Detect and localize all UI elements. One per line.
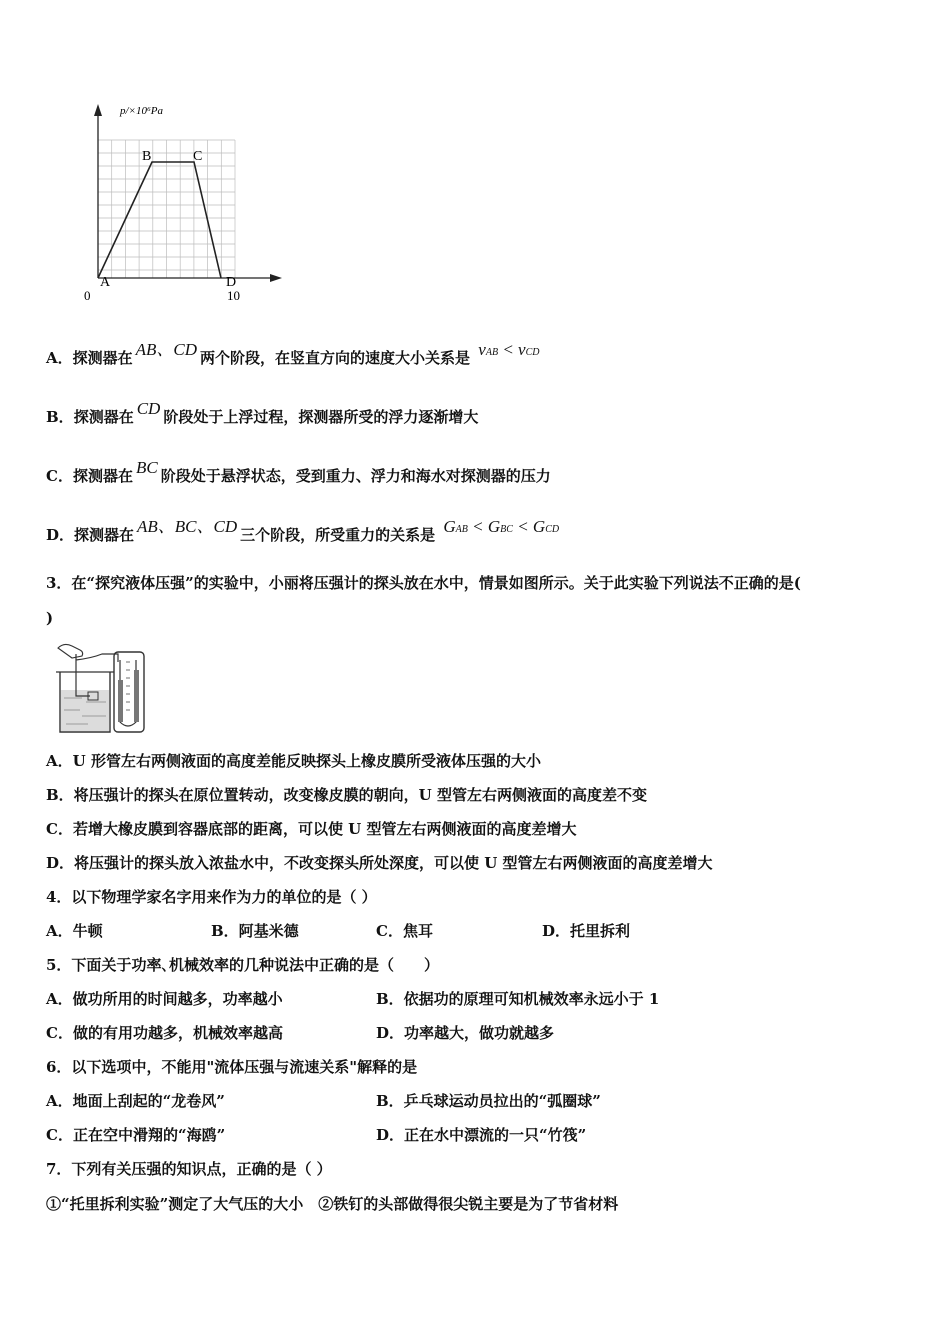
- q7-statement-line-1: ①“托里拆利实验”测定了大气压的大小 ②铁钉的头部做得很尖锐主要是为了节省材料: [46, 1195, 619, 1213]
- q5-stem: 5．下面关于功率､机械效率的几种说法中正确的是（ ）: [46, 956, 439, 974]
- q2-option-d: D．探测器在 AB、BC、CD 三个阶段，所受重力的关系是 GAB < GBC < GCD: [46, 517, 560, 544]
- x-tick-10: 10: [227, 288, 240, 303]
- q6-option-b: B．乒乓球运动员拉出的“弧圈球”: [376, 1092, 601, 1110]
- math-ab-bc-cd: AB、BC、CD: [137, 517, 238, 536]
- origin-label: 0: [84, 288, 91, 303]
- graph-grid: [98, 140, 235, 278]
- q5-option-b: B．依据功的原理可知机械效率永远小于 1: [376, 990, 660, 1008]
- q5-row-2: [46, 1023, 926, 1043]
- math-ab-cd: AB、CD: [135, 340, 198, 359]
- point-d-label: D: [226, 275, 237, 290]
- pressure-gauge-figure: [52, 640, 152, 736]
- point-b-label: B: [142, 149, 152, 164]
- q6-row-2: [46, 1125, 926, 1145]
- q6-stem: 6．以下选项中，不能用"流体压强与流速关系"解释的是: [46, 1058, 418, 1076]
- math-gravity-relation: GAB < GBC < GCD: [443, 517, 560, 536]
- q5-option-a: A．做功所用的时间越多，功率越小: [46, 990, 283, 1008]
- q3-stem-end: ): [46, 609, 54, 627]
- q2-option-b: B．探测器在 CD 阶段处于上浮过程，探测器所受的浮力逐渐增大: [46, 399, 479, 426]
- q5-option-d: D．功率越大，做功就越多: [376, 1024, 555, 1042]
- q3-option-d: D．将压强计的探头放入浓盐水中，不改变探头所处深度，可以使 U 型管左右两侧液面的高度差增大: [46, 854, 713, 872]
- q5-row-1: [46, 989, 926, 1009]
- q4-option-d: D．托里拆利: [542, 922, 631, 940]
- q4-stem: 4．以下物理学家名字用来作为力的单位的是（ ）: [46, 888, 377, 906]
- point-c-label: C: [193, 149, 203, 164]
- pressure-curve: [98, 162, 221, 278]
- q3-option-b: B．将压强计的探头在原位置转动，改变橡皮膜的朝向，U 型管左右两侧液面的高度差不变: [46, 786, 647, 804]
- q6-option-c: C．正在空中滑翔的“海鸥”: [46, 1126, 226, 1144]
- probe-tube: [76, 654, 118, 696]
- q4-option-b: B．阿基米德: [211, 922, 299, 940]
- q4-option-c: C．焦耳: [376, 922, 433, 940]
- q3-stem: 3．在“探究液体压强”的实验中，小丽将压强计的探头放在水中，情景如图所示。关于此实验下列说法不正确的是(: [46, 574, 801, 592]
- q6-row-1: [46, 1091, 926, 1111]
- point-a-label: A: [100, 275, 111, 290]
- q2-option-a: A．探测器在 AB、CD 两个阶段，在竖直方向的速度大小关系是 vAB < vCD: [46, 340, 540, 367]
- math-bc: BC: [135, 458, 158, 477]
- math-velocity-relation: vAB < vCD: [478, 340, 540, 359]
- y-axis-label: p/×10⁶Pa: [120, 105, 164, 117]
- hand-icon: [58, 644, 83, 658]
- q3-option-c: C．若增大橡皮膜到容器底部的距离，可以使 U 型管左右两侧液面的高度差增大: [46, 820, 577, 838]
- y-axis-arrow: [94, 104, 102, 116]
- q6-option-d: D．正在水中漂流的一只“竹筏”: [376, 1126, 587, 1144]
- q2-option-c: C．探测器在 BC 阶段处于悬浮状态，受到重力、浮力和海水对探测器的压力: [46, 458, 551, 485]
- pressure-graph: [80, 96, 290, 308]
- math-cd: CD: [136, 399, 161, 418]
- q6-option-a: A．地面上刮起的“龙卷风”: [46, 1092, 225, 1110]
- q5-option-c: C．做的有用功越多，机械效率越高: [46, 1024, 283, 1042]
- x-axis-arrow: [270, 274, 282, 282]
- q3-option-a: A．U 形管左右两侧液面的高度差能反映探头上橡皮膜所受液体压强的大小: [46, 752, 541, 770]
- q7-stem: 7．下列有关压强的知识点，正确的是（ ）: [46, 1160, 332, 1178]
- q4-option-a: A．牛顿: [46, 922, 103, 940]
- q4-option-row: [46, 921, 926, 941]
